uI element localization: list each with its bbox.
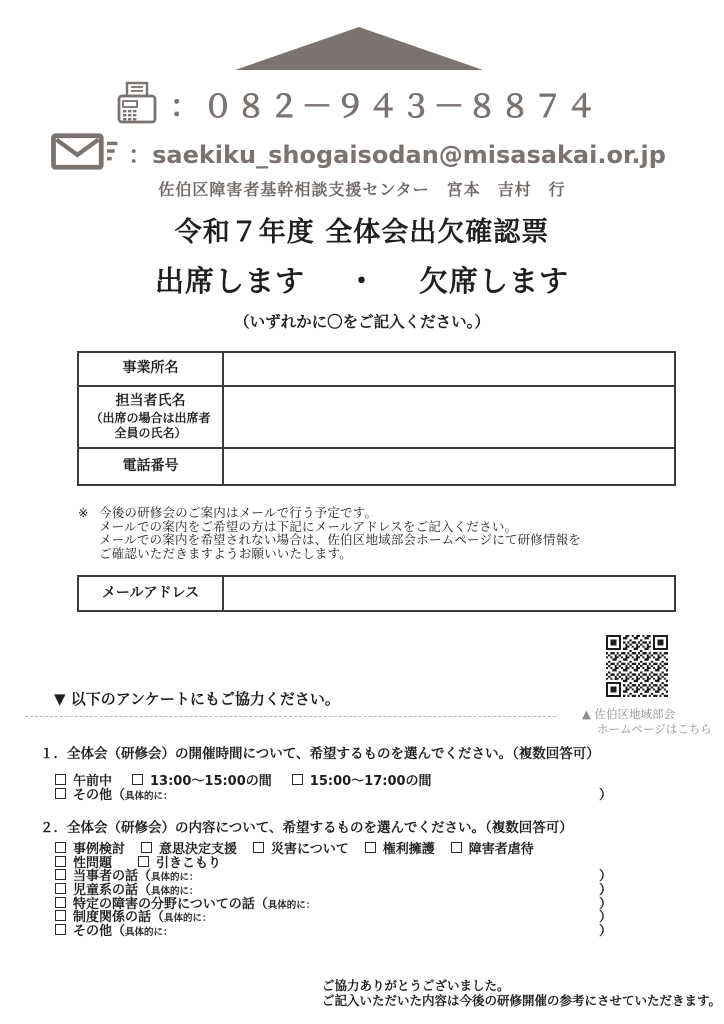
email-address-table <box>77 575 676 612</box>
q1-option-15-17-label: 15:00～17:00の間 <box>309 774 432 790</box>
q2-option-other-row <box>55 923 612 937</box>
phone-row <box>79 447 674 484</box>
roof-triangle <box>235 27 483 70</box>
form-title: 令和７年度 全体会出欠確認票 <box>174 217 550 248</box>
open-paren: （ <box>254 896 268 912</box>
email-icon <box>50 131 120 173</box>
question-2-title: ２．全体会（研修会）の内容について、希望するものを選んでください。（複数回答可） <box>40 820 573 836</box>
q2-option-label: 特定の障害の分野についての話 <box>73 896 255 912</box>
checkbox-icon[interactable] <box>451 842 462 853</box>
person-name-label-line1: 担当者氏名 <box>115 393 186 410</box>
q2-option-rights-advocacy[interactable] <box>365 838 435 857</box>
email-address-label: メールアドレス <box>79 577 224 610</box>
choice-separator-dot: ・ <box>346 264 377 298</box>
office-name-row <box>79 353 674 385</box>
q2-option-other[interactable] <box>55 920 112 939</box>
open-paren: （ <box>112 923 126 939</box>
note-line-1: 今後の研修会のご案内はメールで行う予定です。 <box>99 505 378 520</box>
footer-thanks <box>322 978 721 1008</box>
detail-label: 具体的に： <box>125 790 173 802</box>
question-2 <box>40 816 612 939</box>
checkbox-icon[interactable] <box>55 788 66 799</box>
checkbox-icon[interactable] <box>55 924 66 935</box>
recipient-line: 佐伯区障害者基幹相談支援センター 宮本 吉村 行 <box>158 180 566 199</box>
q1-option-morning-label: 午前中 <box>73 774 113 790</box>
q1-option-other-label: その他 <box>73 787 113 803</box>
question-1-title: １．全体会（研修会）の開催時間について、希望するものを選んでください。（複数回答可） <box>40 746 600 762</box>
q2-option-label: 権利擁護 <box>382 842 435 858</box>
qr-code <box>606 635 668 697</box>
checkbox-icon[interactable] <box>253 842 264 853</box>
absent-option: 欠席します <box>419 264 570 298</box>
person-name-input-cell[interactable] <box>224 387 674 447</box>
q2-option-label: 障害者虐待 <box>468 842 534 858</box>
attend-option: 出席します <box>154 264 305 298</box>
office-name-label: 事業所名 <box>79 353 224 385</box>
q2-option-label: 児童系の話 <box>73 883 139 899</box>
person-name-label <box>79 387 224 447</box>
phone-input-cell[interactable] <box>224 449 674 484</box>
close-paren: ） <box>598 883 612 899</box>
contact-info-table <box>77 351 676 486</box>
q2-option-label: 災害について <box>271 842 349 858</box>
email-address: ：saekiku_shogaisodan@misasakai.or.jp <box>128 140 666 169</box>
note-line-3: メールでの案内を希望されない場合は、佐伯区地域部会ホームページにて研修情報を <box>99 532 582 548</box>
q2-option-disaster[interactable] <box>253 838 349 857</box>
person-name-label-line3: 全員の氏名） <box>114 425 187 440</box>
q1-option-15-17[interactable] <box>292 770 432 789</box>
footer-line2: ご記入いただいた内容は今後の研修開催の参考にさせていただきます。 <box>322 993 722 1008</box>
q2-option-label: 当事者の話 <box>73 869 139 885</box>
q2-option-label: その他 <box>73 923 113 939</box>
person-name-row <box>79 385 674 447</box>
detail-label: 具体的に： <box>151 872 199 884</box>
open-paren: （ <box>138 869 152 885</box>
note-line-4: ご確認いただきますようお願いいたします。 <box>99 545 353 561</box>
close-paren: ） <box>598 787 612 803</box>
question-1 <box>40 742 612 803</box>
q2-option-label: 意思決定支援 <box>159 842 238 858</box>
checkbox-icon[interactable] <box>365 842 376 853</box>
footer-line1: ご協力ありがとうございました。 <box>322 978 510 993</box>
checkbox-icon[interactable] <box>292 774 303 785</box>
circle-instruction: （いずれかに〇をご記入ください。） <box>234 313 490 331</box>
email-contact-row <box>0 131 720 173</box>
qr-caption-line2: ホームページはこちら <box>597 722 712 736</box>
close-paren: ） <box>598 896 612 912</box>
q2-option-label: 引きこもり <box>156 855 222 871</box>
fax-number: ：０８２－９４３－８８７４ <box>169 88 599 125</box>
email-notice <box>78 506 581 560</box>
q2-option-label: 事例検討 <box>73 842 126 858</box>
detail-label: 具体的に： <box>151 886 199 898</box>
open-paren: （ <box>151 910 165 926</box>
detail-prefix <box>112 920 173 939</box>
survey-section-header: ▼ 以下のアンケートにもご協力ください。 <box>54 690 340 708</box>
q2-option-abuse[interactable] <box>451 838 534 857</box>
dashed-divider <box>25 716 556 717</box>
open-paren: （ <box>112 787 126 803</box>
close-paren: ） <box>598 923 612 939</box>
open-paren: （ <box>138 883 152 899</box>
fax-icon <box>114 80 160 126</box>
q2-option-label: 性問題 <box>73 855 113 871</box>
detail-label: 具体的に： <box>267 899 316 911</box>
close-paren: ） <box>598 910 612 926</box>
phone-label: 電話番号 <box>79 449 224 484</box>
qr-caption-line1: ▲ 佐伯区地域部会 <box>582 707 675 721</box>
detail-label: 具体的に： <box>164 913 212 925</box>
person-name-label-line2: （出席の場合は出席者 <box>90 410 211 425</box>
detail-prefix <box>255 893 316 912</box>
q1-option-other[interactable] <box>55 784 112 803</box>
close-paren: ） <box>598 869 612 885</box>
email-address-input-cell[interactable] <box>224 577 674 610</box>
office-name-input-cell[interactable] <box>224 353 674 385</box>
detail-label: 具体的に： <box>125 926 173 938</box>
note-marker: ※ <box>78 505 89 520</box>
q2-option-label: 制度関係の話 <box>73 910 152 926</box>
q1-option-13-15-label: 13:00～15:00の間 <box>150 774 272 790</box>
attendance-choice-row <box>0 259 724 300</box>
note-line-2: メールでの案内をご希望の方は下記にメールアドレスをご記入ください。 <box>99 518 518 534</box>
fax-contact-row <box>0 80 718 126</box>
qr-caption <box>582 707 712 737</box>
detail-prefix <box>112 784 173 803</box>
